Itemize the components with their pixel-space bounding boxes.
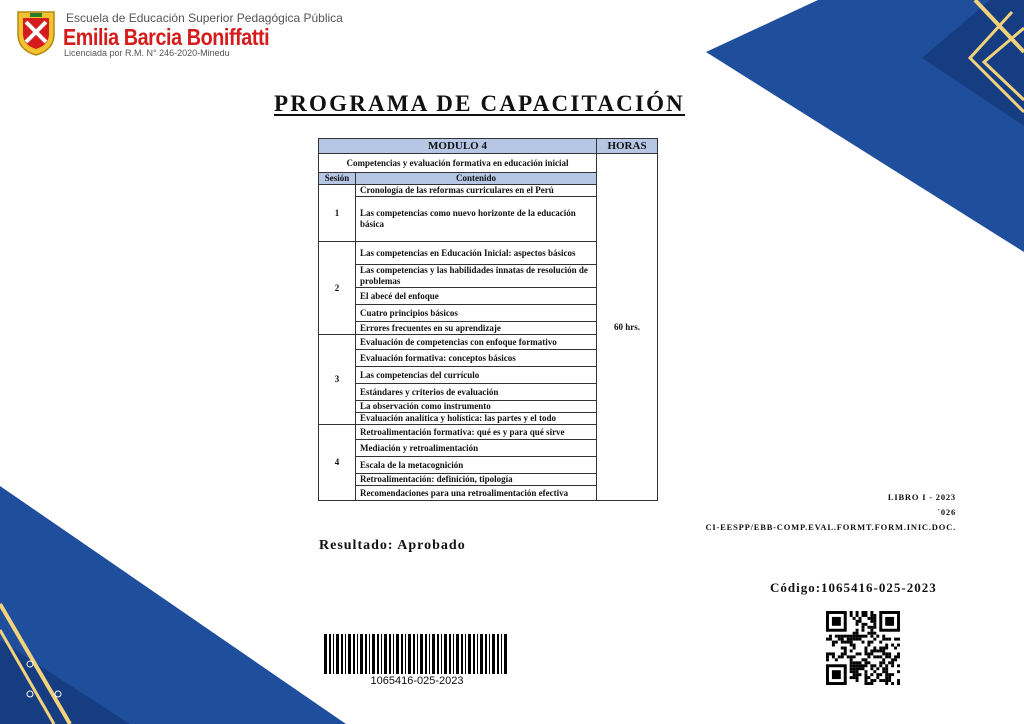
content-item: Evaluación de competencias con enfoque formativo	[356, 335, 597, 350]
content-item: Cuatro principios básicos	[356, 305, 597, 322]
record-reference: CI-EESPP/EBB-COMP.EVAL.FORMT.FORM.INIC.DOC.	[705, 522, 956, 532]
content-item: Las competencias como nuevo horizonte de la educación básica	[356, 197, 597, 242]
hours-header: HORAS	[597, 139, 658, 154]
subtitle-row	[319, 154, 658, 173]
module-header: MODULO 4	[319, 139, 597, 154]
content-item: Escala de la metacognición	[356, 457, 597, 474]
school-name: Emilia Barcia Boniffatti	[63, 24, 270, 50]
content-item: Recomendaciones para una retroalimentación efectiva	[356, 486, 597, 501]
content-item: La observación como instrumento	[356, 401, 597, 413]
institution-header	[16, 8, 343, 64]
school-type-line: Escuela de Educación Superior Pedagógica Pública	[66, 11, 343, 25]
shield-logo-icon	[16, 10, 56, 56]
content-item: Errores frecuentes en su aprendizaje	[356, 322, 597, 335]
page-title: PROGRAMA DE CAPACITACIÓN	[274, 91, 685, 116]
session-header: Sesión	[319, 173, 356, 185]
record-folio: ´026	[937, 507, 956, 517]
record-book: LIBRO I - 2023	[887, 492, 956, 502]
content-item: Cronología de las reformas curriculares en el Perú	[356, 185, 597, 197]
license-line: Licenciada por R.M. N° 246-2020-Minedu	[64, 48, 230, 58]
content-item: Las competencias en Educación Inicial: aspectos básicos	[356, 242, 597, 265]
content-header: Contenido	[356, 173, 597, 185]
session-number: 2	[319, 242, 356, 335]
session-number: 1	[319, 185, 356, 242]
content-item: Las competencias del currículo	[356, 367, 597, 384]
content-item: Mediación y retroalimentación	[356, 440, 597, 457]
content-item: Retroalimentación formativa: qué es y para qué sirve	[356, 425, 597, 440]
result-text: Resultado: Aprobado	[319, 538, 466, 553]
content-item: Retroalimentación: definición, tipología	[356, 474, 597, 486]
content-item: El abecé del enfoque	[356, 288, 597, 305]
content-item: Evaluación analítica y holística: las partes y el todo	[356, 413, 597, 425]
module-subtitle: Competencias y evaluación formativa en educación inicial	[319, 154, 597, 173]
certificate-code: Código:1065416-025-2023	[770, 580, 937, 595]
qr-code-icon	[826, 611, 900, 685]
content-item: Evaluación formativa: conceptos básicos	[356, 350, 597, 367]
barcode-icon	[322, 634, 512, 674]
session-number: 3	[319, 335, 356, 425]
session-number: 4	[319, 425, 356, 501]
barcode-number: 1065416-025-2023	[370, 675, 464, 687]
hours-value: 60 hrs.	[597, 154, 658, 501]
content-item: Estándares y criterios de evaluación	[356, 384, 597, 401]
program-table	[318, 138, 658, 501]
table-header-row	[319, 139, 658, 154]
content-item: Las competencias y las habilidades innatas de resolución de problemas	[356, 265, 597, 288]
